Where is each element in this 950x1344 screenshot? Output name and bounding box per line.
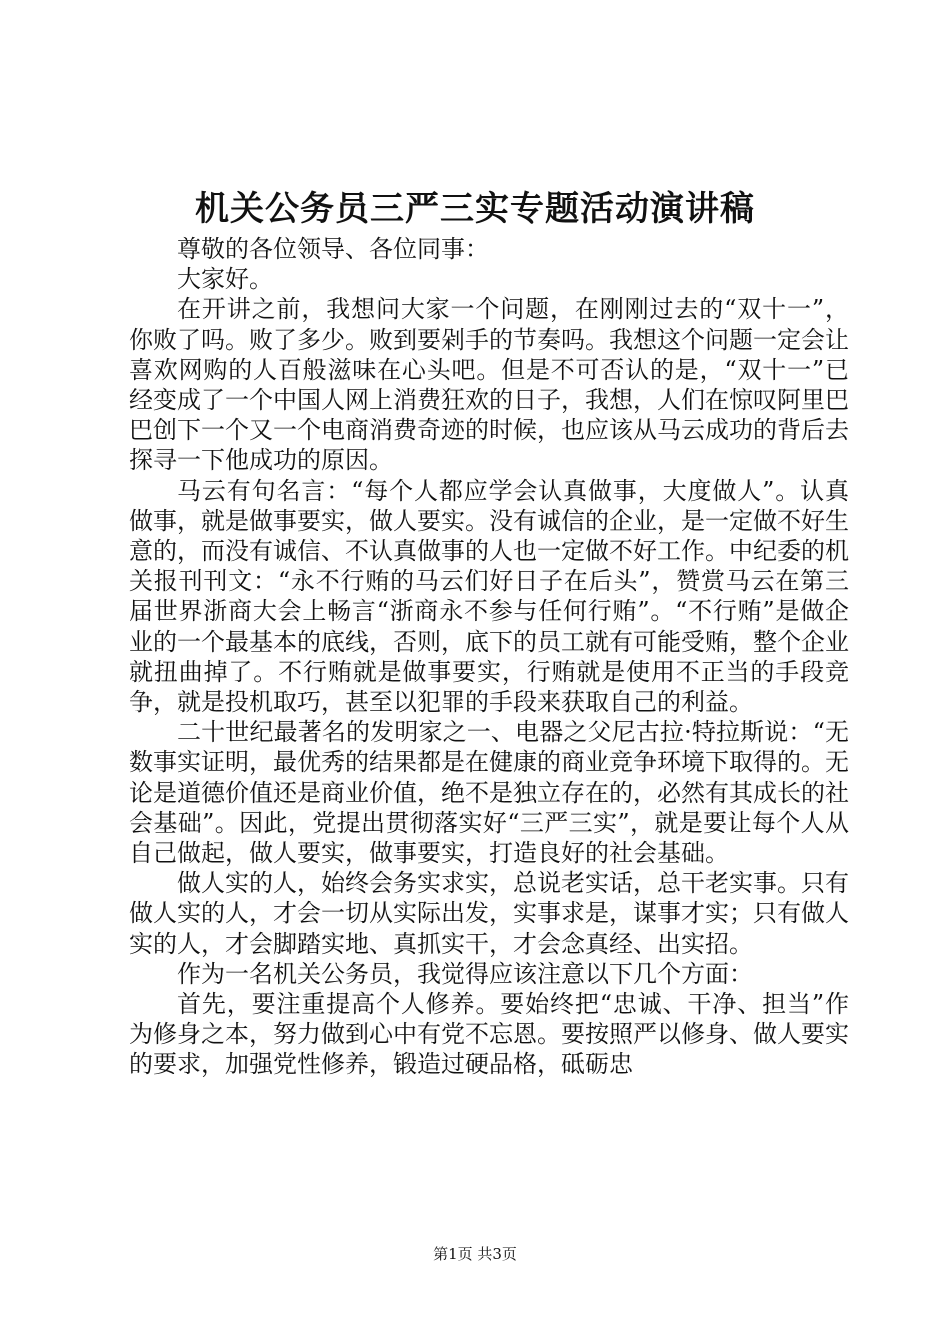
body-paragraph: 首先，要注重提高个人修养。要始终把“忠诚、干净、担当”作为修身之本，努力做到心中有党不忘恩。要按照严以修身、做人要实的要求，加强党性修养，锻造过硬品格，砥砺忠 — [129, 990, 849, 1079]
body-paragraph: 马云有句名言：“每个人都应学会认真做事，大度做人”。认真做事，就是做事要实，做人要实。没有诚信的企业，是一定做不好生意的，而没有诚信、不认真做事的人也一定做不好工作。中纪委的机关报刊刊文：“永不行贿的马云们好日子在后头”，赞赏马云在第三届世界浙商大会上畅言“浙商永不参与任何行贿”。“不行贿”是做企业的一个最基本的底线，否则，底下的员工就有可能受贿，整个企业就扭曲掉了。不行贿就是做事要实，行贿就是使用不正当的手段竞争，就是投机取巧，甚至以犯罪的手段来获取自己的利益。 — [129, 476, 849, 717]
body-paragraph: 在开讲之前，我想问大家一个问题，在刚刚过去的“双十一”，你败了吗。败了多少。败到要剁手的节奏吗。我想这个问题一定会让喜欢网购的人百般滋味在心头吧。但是不可否认的是，“双十一”已经变成了一个中国人网上消费狂欢的日子，我想，人们在惊叹阿里巴巴创下一个又一个电商消费奇迹的时候，也应该从马云成功的背后去探寻一下他成功的原因。 — [129, 295, 849, 475]
body-paragraph: 作为一名机关公务员，我觉得应该注意以下几个方面： — [177, 959, 753, 988]
salutation: 尊敬的各位领导、各位同事： — [177, 235, 489, 263]
body-paragraph: 做人实的人，始终会务实求实，总说老实话，总干老实事。只有做人实的人，才会一切从实际出发，实事求是，谋事才实；只有做人实的人，才会脚踏实地、真抓实干，才会念真经、出实招。 — [129, 869, 849, 958]
body-paragraph: 二十世纪最著名的发明家之一、电器之父尼古拉·特拉斯说：“无数事实证明，最优秀的结果都是在健康的商业竞争环境下取得的。无论是道德价值还是商业价值，绝不是独立存在的，必然有其成长的社会基础”。因此，党提出贯彻落实好“三严三实”，就是要让每个人从自己做起，做人要实，做事要实，打造良好的社会基础。 — [129, 718, 849, 868]
greeting: 大家好。 — [177, 265, 273, 294]
document-title: 机关公务员三严三实专题活动演讲稿 — [195, 189, 755, 229]
document-body — [129, 234, 849, 1080]
page-footer: 第1页 共3页 — [433, 1245, 517, 1263]
